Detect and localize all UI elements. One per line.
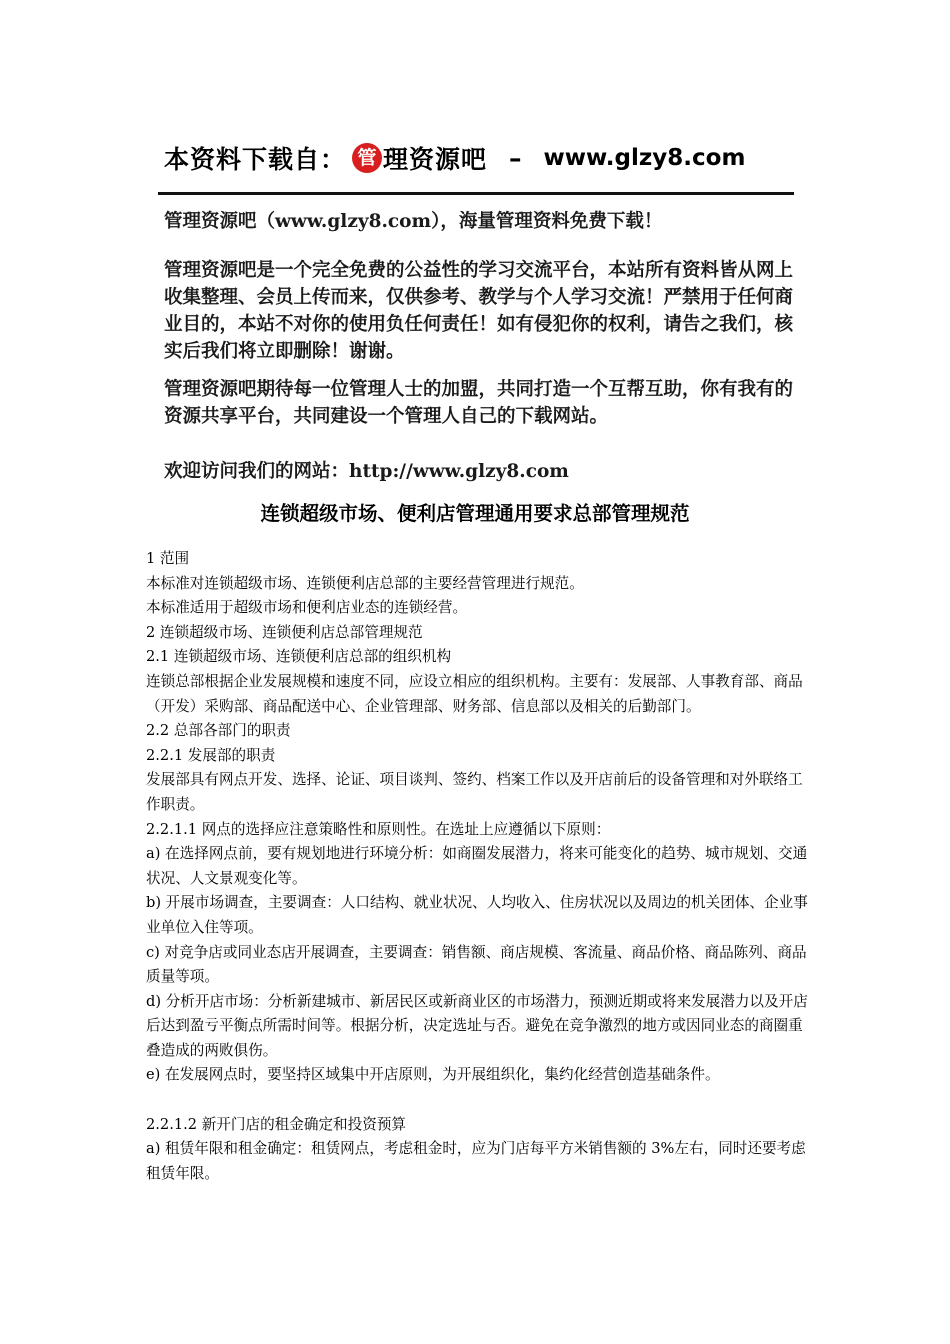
banner-divider [158,192,794,195]
banner-header [164,140,745,176]
heading-2-1: 2.1 连锁超级市场、连锁便利店总部的组织机构 [146,648,452,666]
heading-2: 2 连锁超级市场、连锁便利店总部管理规范 [146,623,423,641]
download-banner [158,122,794,490]
blank-line [146,1088,808,1113]
document-title: 连锁超级市场、便利店管理通用要求总部管理规范 [260,502,690,525]
heading-2-2-1-2: 2.2.1.2 新开门店的租金确定和投资预算 [146,1115,407,1133]
list-item-a: a) 在选择网点前，要有规划地进行环境分析：如商圈发展潜力，将来可能变化的趋势、城市规划、交通状况、人文景观变化等。 [146,845,808,887]
paragraph: 本标准适用于超级市场和便利店业态的连锁经营。 [146,599,468,617]
banner-line-1: 管理资源吧（www.glzy8.com），海量管理资料免费下载！ [164,211,663,232]
banner-line-4: 欢迎访问我们的网站：http://www.glzy8.com [164,461,569,482]
paragraph: 发展部具有网点开发、选择、论证、项目谈判、签约、档案工作以及开店前后的设备管理和对外联络工作职责。 [146,771,803,813]
heading-1: 1 范围 [146,550,190,567]
banner-lead: 本资料下载自： [164,145,347,174]
heading-2-2-1-1: 2.2.1.1 网点的选择应注意策略性和原则性。在选址上应遵循以下原则： [146,820,611,838]
heading-2-2: 2.2 总部各部门的职责 [146,722,291,740]
list-item-e: e) 在发展网点时，要坚持区域集中开店原则，为开展组织化，集约化经营创造基础条件。 [146,1066,720,1084]
paragraph: 本标准对连锁超级市场、连锁便利店总部的主要经营管理进行规范。 [146,574,584,592]
banner-separator: – [509,143,522,173]
document-body [146,547,808,1186]
banner-brand: 理资源吧 [383,145,488,174]
banner-line-3: 管理资源吧期待每一位管理人士的加盟，共同打造一个互帮互助，你有我有的资源共享平台，共同建设一个管理人自己的下载网站。 [164,379,794,427]
list-item-a: a) 租赁年限和租金确定：租赁网点，考虑租金时，应为门店每平方米销售额的 3%左右，同时还要考虑租赁年限。 [146,1140,806,1182]
heading-2-2-1: 2.2.1 发展部的职责 [146,746,276,764]
list-item-d: d) 分析开店市场：分析新建城市、新居民区或新商业区的市场潜力，预测近期或将来发展潜力以及开店后达到盈亏平衡点所需时间等。根据分析，决定选址与否。避免在竞争激烈的地方或因同业态的商圈重叠造成的两败俱伤。 [146,992,808,1059]
banner-line-2: 管理资源吧是一个完全免费的公益性的学习交流平台，本站所有资料皆从网上收集整理、会员上传而来，仅供参考、教学与个人学习交流！严禁用于任何商业目的，本站不对你的使用负任何责任！如有侵犯你的权利，请告之我们，核实后我们将立即删除！谢谢。 [164,260,794,362]
logo-icon: 管 [352,143,382,173]
banner-url[interactable]: www.glzy8.com [543,145,746,171]
list-item-b: b) 开展市场调查，主要调查：人口结构、就业状况、人均收入、住房状况以及周边的机关团体、企业事业单位入住等项。 [146,894,808,936]
paragraph: 连锁总部根据企业发展规模和速度不同，应设立相应的组织机构。主要有：发展部、人事教育部、商品（开发）采购部、商品配送中心、企业管理部、财务部、信息部以及相关的后勤部门。 [146,672,803,715]
list-item-c: c) 对竞争店或同业态店开展调查，主要调查：销售额、商店规模、客流量、商品价格、商品陈列、商品质量等项。 [146,943,807,986]
